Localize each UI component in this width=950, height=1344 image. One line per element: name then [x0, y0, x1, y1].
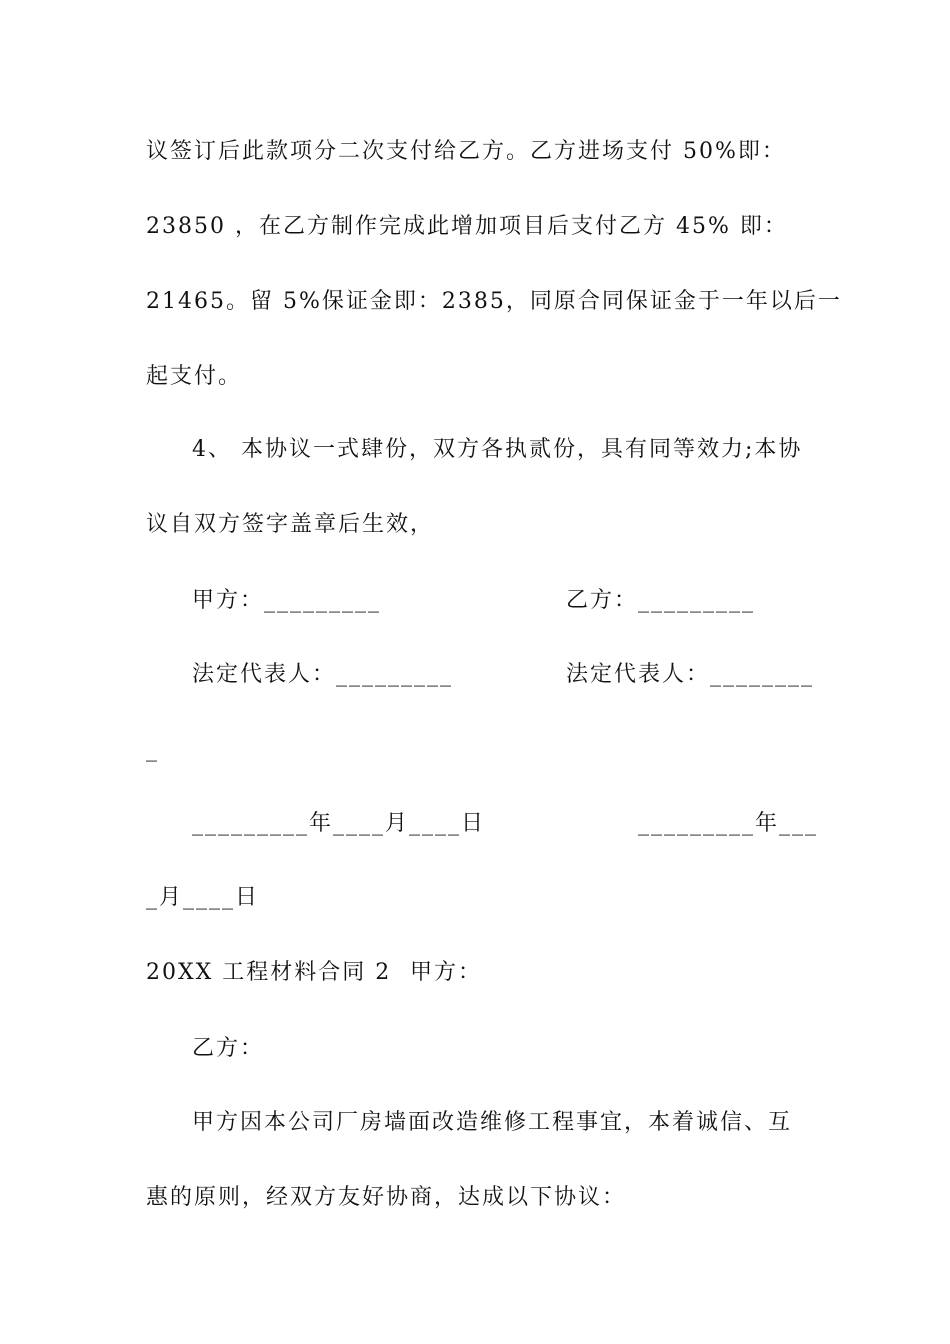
paragraph-line: 议签订后此款项分二次支付给乙方。乙方进场支付 50%即： [146, 139, 786, 164]
party-a-label: 甲方： [410, 960, 483, 985]
paragraph-line: 议自双方签字盖章后生效， [146, 512, 435, 537]
party-a-legal-representative-field: 法定代表人：_________ [192, 662, 454, 687]
party-b-legal-representative-field: 法定代表人：________ [566, 662, 815, 687]
party-a-date-field: _________年____月____日 [192, 811, 486, 836]
party-b-date-field: _________年___ [638, 811, 819, 836]
clause-4-line: 4、 本协议一式肆份，双方各执贰份，具有同等效力;本协 [192, 437, 803, 462]
date-continuation: _月____日 [146, 885, 260, 910]
paragraph-line: 甲方因本公司厂房墙面改造维修工程事宜，本着诚信、互 [192, 1110, 793, 1135]
paragraph-line: 23850 ，在乙方制作完成此增加项目后支付乙方 45% 即： [146, 214, 788, 239]
paragraph-line: 21465。留 5%保证金即：2385，同原合同保证金于一年以后一 [146, 289, 842, 314]
party-b-signature-field: 乙方：_________ [566, 588, 756, 613]
paragraph-line: 惠的原则，经双方友好协商，达成以下协议： [146, 1185, 627, 1210]
party-b-label: 乙方： [192, 1036, 265, 1061]
paragraph-line: 起支付。 [146, 364, 243, 389]
party-a-signature-field: 甲方：_________ [192, 588, 382, 613]
contract-title: 20XX 工程材料合同 2 [146, 960, 392, 985]
underline-continuation: _ [146, 737, 159, 762]
